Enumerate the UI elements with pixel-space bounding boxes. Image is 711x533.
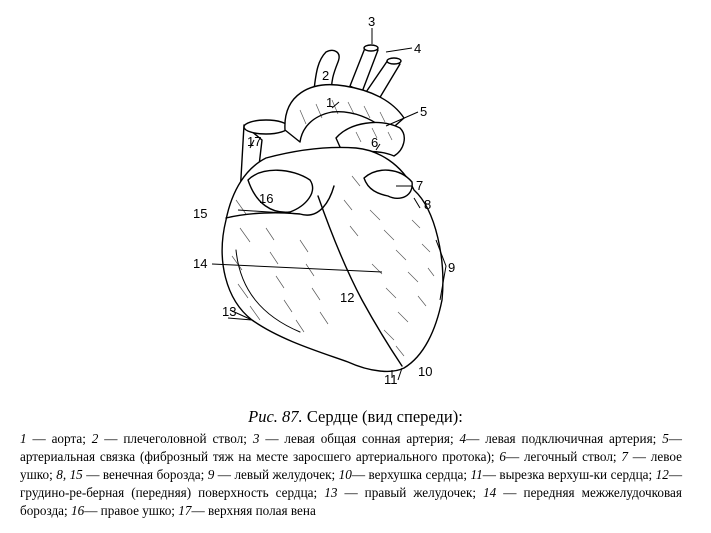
callout-1: 1	[326, 95, 334, 110]
figure-caption-title	[0, 407, 711, 427]
legend-item: 14 — передняя межжелудочковая борозда;	[20, 485, 682, 518]
legend-item: 7 — левое ушко;	[20, 449, 682, 482]
callout-11: 11	[384, 372, 398, 387]
legend-item: 2 — плечеголовной ствол;	[91, 431, 253, 446]
figure-title: Сердце (вид спереди):	[306, 407, 463, 426]
figure-legend	[20, 430, 682, 520]
callout-7: 7	[416, 178, 424, 193]
legend-item: 10— верхушка сердца;	[338, 467, 471, 482]
callout-3: 3	[368, 14, 376, 29]
legend-item: 16— правое ушко;	[71, 503, 179, 518]
legend-item: 13 — правый желудочек;	[324, 485, 484, 500]
callout-13: 13	[222, 304, 237, 319]
legend-item: 1 — аорта;	[20, 431, 92, 446]
legend-item: 4— левая подключичная артерия;	[459, 431, 663, 446]
callout-9: 9	[448, 260, 456, 275]
callout-4: 4	[414, 41, 422, 56]
callout-8: 8	[424, 197, 432, 212]
legend-item: 5— артериальная связка (фиброзный тяж на месте заросшего артериального протока);	[20, 431, 682, 464]
legend-item: 12— грудино-ре-берная (передняя) поверхность сердца;	[20, 467, 682, 500]
callout-16: 16	[259, 191, 274, 206]
legend-item: 11— вырезка верхуш-ки сердца;	[470, 467, 656, 482]
legend-item: 8, 15 — венечная борозда;	[56, 467, 208, 482]
callout-10: 10	[418, 364, 433, 379]
callout-12: 12	[340, 290, 355, 305]
figure-number: Рис. 87.	[248, 407, 303, 426]
superior-vena-cava-opening	[244, 120, 288, 134]
callout-14: 14	[193, 256, 208, 271]
callout-6: 6	[371, 135, 379, 150]
legend-item: 3 — левая общая сонная артерия;	[252, 431, 460, 446]
legend-item: 17— верхняя полая вена	[178, 503, 316, 518]
callout-15: 15	[193, 206, 208, 221]
legend-item: 9 — левый желудочек;	[207, 467, 339, 482]
legend-item: 6— легочный ствол;	[499, 449, 622, 464]
callout-5: 5	[420, 104, 428, 119]
callout-17: 17	[247, 134, 262, 149]
callout-2: 2	[322, 68, 330, 83]
